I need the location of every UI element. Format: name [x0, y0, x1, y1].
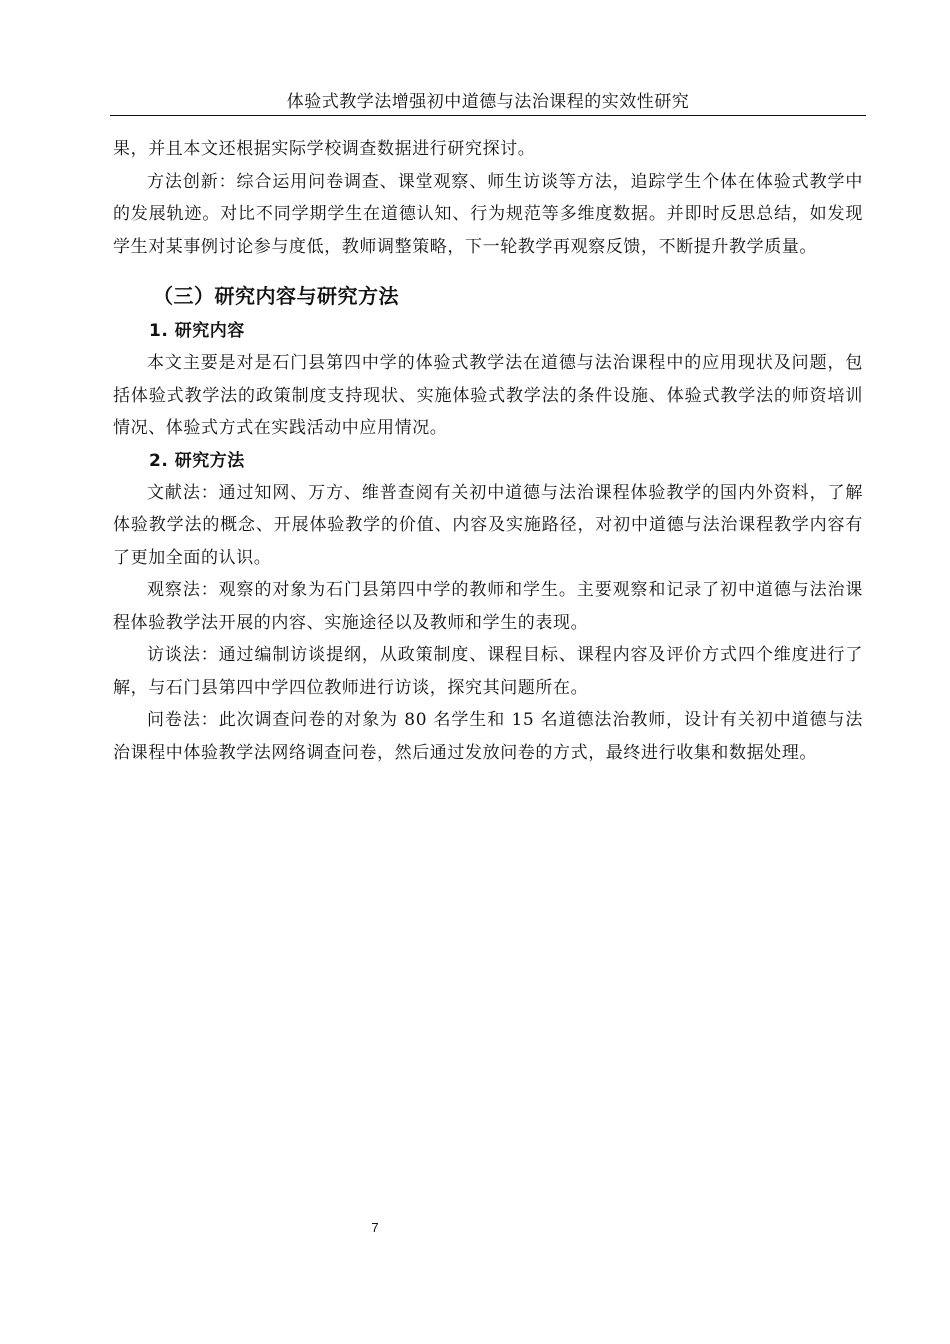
page-number: 7	[371, 1220, 379, 1235]
research-content-paragraph: 本文主要是对是石门县第四中学的体验式教学法在道德与法治课程中的应用现状及问题，包括体验式教学法的政策制度支持现状、实施体验式教学法的条件设施、体验式教学法的师资培训情况、体验式方式在实践活动中应用情况。	[113, 353, 863, 438]
method-innovation-paragraph: 方法创新：综合运用问卷调查、课堂观察、师生访谈等方法，追踪学生个体在体验式教学中的发展轨迹。对比不同学期学生在道德认知、行为规范等多维度数据。并即时反思总结，如发现学生对某事例讨论参与度低，教师调整策略，下一轮教学再观察反馈，不断提升教学质量。	[113, 171, 863, 257]
page-body	[113, 133, 863, 769]
method-questionnaire-paragraph: 问卷法：此次调查问卷的对象为 80 名学生和 15 名道德法治教师，设计有关初中道德与法治课程中体验教学法网络调查问卷，然后通过发放问卷的方式，最终进行收集和数据处理。	[113, 710, 863, 763]
method-interview-paragraph: 访谈法：通过编制访谈提纲，从政策制度、课程目标、课程内容及评价方式四个维度进行了解，与石门县第四中学四位教师进行访谈，探究其问题所在。	[113, 645, 863, 698]
method-literature-paragraph: 文献法：通过知网、万方、维普查阅有关初中道德与法治课程体验教学的国内外资料，了解体验教学法的概念、开展体验教学的价值、内容及实施路径，对初中道德与法治课程教学内容有了更加全面的认识。	[113, 482, 863, 568]
header-rule	[110, 115, 866, 116]
section-heading: （三）研究内容与研究方法	[153, 284, 399, 308]
continued-paragraph: 果，并且本文还根据实际学校调查数据进行研究探讨。	[113, 139, 536, 159]
subheading-research-content: 1. 研究内容	[149, 321, 245, 341]
method-observation-paragraph: 观察法：观察的对象为石门县第四中学的教师和学生。主要观察和记录了初中道德与法治课程体验教学法开展的内容、实施途径以及教师和学生的表现。	[113, 580, 863, 633]
running-header-title: 体验式教学法增强初中道德与法治课程的实效性研究	[286, 92, 690, 112]
subheading-research-methods: 2. 研究方法	[149, 450, 245, 471]
